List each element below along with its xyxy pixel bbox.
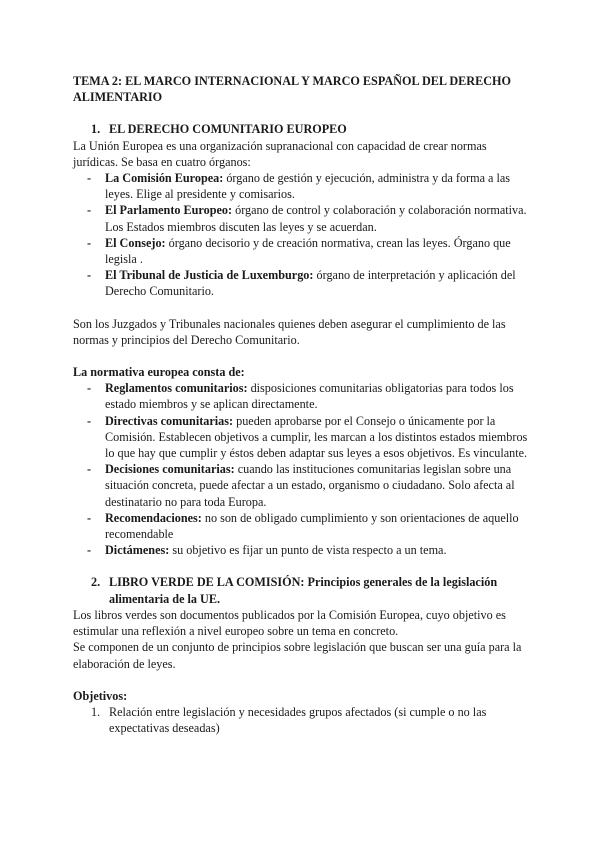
- dash-bullet: -: [87, 510, 92, 525]
- dash-bullet: -: [87, 413, 92, 428]
- item-text: Relación entre legislación y necesidades grupos afectados (si cumple o no las expectativas deseadas): [109, 704, 487, 736]
- item-number: 1.: [91, 704, 101, 719]
- page-title: TEMA 2: EL MARCO INTERNACIONAL Y MARCO ESPAÑOL DEL DERECHO ALIMENTARIO: [73, 74, 512, 105]
- section-number: 1.: [91, 122, 101, 137]
- list-item: [73, 380, 533, 412]
- dash-bullet: -: [87, 543, 92, 558]
- item-term: El Parlamento Europeo:: [105, 203, 233, 218]
- list-item: [73, 510, 533, 542]
- dash-bullet: -: [87, 235, 92, 250]
- spacer: [73, 105, 533, 121]
- spacer: [73, 558, 533, 574]
- list-item: [73, 235, 533, 267]
- item-text: su objetivo es fijar un punto de vista respecto a un tema.: [169, 543, 447, 558]
- item-text: cuando las instituciones comunitarias legislan sobre una situación concreta, puede afectar a un estado, organismo o ciudadano. Solo afecta al destinatario no para toda Europa.: [105, 462, 515, 509]
- item-term: Dictámenes:: [105, 543, 170, 558]
- item-text: órgano de interpretación y aplicación del Derecho Comunitario.: [105, 268, 516, 299]
- document-content: [73, 73, 533, 736]
- item-term: Directivas comunitarias:: [105, 413, 234, 428]
- section-title: EL DERECHO COMUNITARIO EUROPEO: [109, 122, 347, 137]
- list-item: [73, 170, 533, 202]
- section-1-closing: Son los Juzgados y Tribunales nacionales quienes deben asegurar el cumplimiento de las normas y principios del Derecho Comunitario.: [73, 316, 506, 347]
- section-title: LIBRO VERDE DE LA COMISIÓN: Principios generales de la legislación alimentaria de la UE.: [109, 575, 498, 606]
- item-term: El Consejo:: [105, 235, 166, 250]
- item-term: Decisiones comunitarias:: [105, 462, 235, 477]
- objetivos-list: [73, 704, 533, 736]
- item-term: El Tribunal de Justicia de Luxemburgo:: [105, 268, 314, 283]
- objetivos-heading: Objetivos:: [73, 688, 128, 703]
- dash-bullet: -: [87, 203, 92, 218]
- dash-bullet: -: [87, 462, 92, 477]
- list-item: [73, 461, 533, 510]
- item-text: órgano de control y colaboración y colaboración normativa. Los Estados miembros discuten las leyes y se acuerdan.: [105, 203, 527, 234]
- dash-bullet: -: [87, 268, 92, 283]
- dash-bullet: -: [87, 381, 92, 396]
- spacer: [73, 348, 533, 364]
- list-item: [73, 413, 533, 462]
- item-text: órgano de gestión y ejecución, administra y da forma a las leyes. Elige al presidente y comisarios.: [105, 171, 511, 202]
- list-item: [73, 267, 533, 299]
- normativa-list: [73, 380, 533, 558]
- item-text: no son de obligado cumplimiento y son orientaciones de aquello recomendable: [105, 510, 519, 542]
- dash-bullet: -: [87, 171, 92, 186]
- item-term: La Comisión Europea:: [105, 171, 224, 186]
- item-text: disposiciones comunitarias obligatorias para todos los estado miembros y se aplican directamente.: [105, 381, 514, 412]
- list-item: [73, 202, 533, 234]
- list-item: [73, 704, 533, 736]
- list-item: [73, 542, 533, 558]
- item-term: Recomendaciones:: [105, 510, 202, 525]
- spacer: [73, 300, 533, 316]
- section-number: 2.: [91, 575, 101, 590]
- section-2-heading: [73, 574, 533, 606]
- section-1-intro: La Unión Europea es una organización supranacional con capacidad de crear normas jurídicas. Se basa en cuatro órganos:: [73, 138, 487, 169]
- section-1-heading: [73, 121, 533, 137]
- item-term: Reglamentos comunitarios:: [105, 381, 248, 396]
- item-text: pueden aprobarse por el Consejo o únicamente por la Comisión. Establecen objetivos a cumplir, les marcan a los distintos estados miembros lo que hay que cumplir y éstos deben adaptar sus leyes a esos objetivos. Es vinculante.: [105, 413, 528, 461]
- organs-list: [73, 170, 533, 300]
- normativa-heading: La normativa europea consta de:: [73, 365, 245, 380]
- section-2-paragraph: Se componen de un conjunto de principios sobre legislación que buscan ser una guía para la elaboración de leyes.: [73, 640, 522, 671]
- section-2-paragraph: Los libros verdes son documentos publicados por la Comisión Europea, cuyo objetivo es estimular una reflexión a nivel europeo sobre un tema en concreto.: [73, 607, 506, 639]
- spacer: [73, 672, 533, 688]
- item-text: órgano decisorio y de creación normativa, crean las leyes. Órgano que legisla .: [105, 235, 511, 267]
